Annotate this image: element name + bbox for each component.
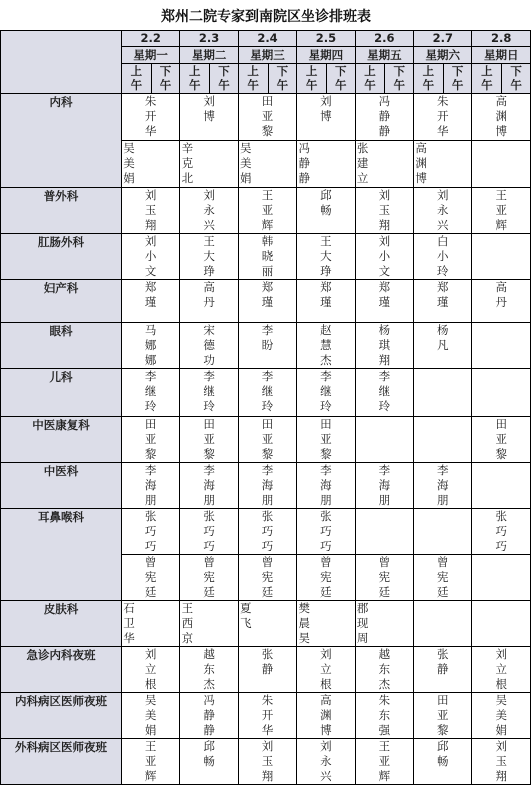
schedule-row-erbihou [1,509,531,555]
schedule-cell [355,280,413,323]
doctor-name: 刘立根 [144,647,157,691]
schedule-cell [238,417,296,463]
schedule-cell [121,509,179,555]
schedule-cell [297,417,355,463]
doctor-name: 越东杰 [203,647,215,691]
pm-label: 下午 [451,64,464,92]
schedule-cell [355,417,413,463]
schedule-cell [472,280,531,323]
doctor-name: 李继玲 [378,369,391,413]
doctor-name: 张建立 [356,141,369,185]
date-header: 2.6 [355,31,413,47]
schedule-cell [355,693,413,739]
pm-label: 下午 [218,64,230,92]
am-header [180,64,210,94]
pm-header [326,64,355,94]
schedule-cell [180,647,238,693]
doctor-name: 吴美娟 [123,141,135,185]
pm-header [151,64,180,94]
doctor-name: 刘永兴 [437,188,449,232]
schedule-cell [355,463,413,509]
schedule-cell [472,94,531,141]
schedule-cell [355,369,413,417]
schedule-cell [414,509,472,555]
schedule-cell [238,369,296,417]
date-header: 2.5 [297,31,355,47]
pm-label: 下午 [335,64,347,92]
doctor-name: 朱东强 [378,693,391,737]
date-header: 2.7 [414,31,472,47]
doctor-name: 李继玲 [203,369,215,413]
doctor-name: 刘永兴 [203,188,215,232]
am-header [472,64,502,94]
doctor-name: 张巧巧 [144,509,157,553]
schedule-cell [121,647,179,693]
doctor-name: 田亚黎 [437,693,449,737]
schedule-cell [414,739,472,785]
schedule-cell [297,369,355,417]
doctor-name: 邱畅 [320,188,332,217]
schedule-cell [472,141,531,188]
schedule-cell [121,94,179,141]
schedule-cell [297,555,355,601]
department-name: 内科病区医师夜班 [1,693,122,739]
schedule-cell [297,601,355,647]
schedule-cell [472,601,531,647]
schedule-cell [180,369,238,417]
schedule-cell [238,188,296,234]
department-name: 中医科 [1,463,122,509]
doctor-name: 石卫华 [123,601,135,645]
schedule-cell [472,463,531,509]
doctor-name: 李继玲 [144,369,157,413]
schedule-cell [180,417,238,463]
date-header: 2.2 [121,31,179,47]
schedule-row-erke [1,369,531,417]
doctor-name: 郑瑾 [320,280,332,309]
schedule-cell [121,739,179,785]
doctor-name: 郑瑾 [378,280,391,309]
schedule-cell [472,647,531,693]
schedule-cell [297,94,355,141]
doctor-name: 郑瑾 [437,280,449,309]
schedule-cell [355,323,413,369]
doctor-name: 李海朋 [320,463,332,507]
schedule-cell [472,509,531,555]
doctor-name: 刘玉翔 [378,188,391,232]
schedule-row-fuchan [1,280,531,323]
schedule-cell [121,417,179,463]
schedule-cell [121,323,179,369]
doctor-name: 吴美娟 [495,693,507,737]
doctor-name: 张巧巧 [320,509,332,553]
doctor-name: 刘玉翔 [495,739,507,783]
doctor-name: 辛克北 [181,141,194,185]
page-title: 郑州二院专家到南院区坐诊排班表 [161,9,371,25]
weekday-header: 星期四 [297,47,355,64]
am-label: 上午 [364,64,376,92]
am-header [121,64,151,94]
doctor-name: 张静 [261,647,274,676]
pm-label: 下午 [510,64,522,92]
doctor-name: 高渊博 [495,94,507,138]
doctor-name: 刘博 [203,94,215,123]
schedule-cell [472,693,531,739]
doctor-name: 朱开华 [437,94,449,138]
doctor-name: 高渊博 [320,693,332,737]
schedule-cell [414,234,472,280]
schedule-cell [238,647,296,693]
schedule-cell [355,94,413,141]
am-label: 上午 [481,64,493,92]
doctor-name: 赵慧杰 [320,323,332,367]
doctor-name: 刘永兴 [320,739,332,783]
weekday-header: 星期三 [238,47,296,64]
doctor-name: 白小玲 [437,234,449,278]
am-label: 上午 [422,64,435,92]
schedule-cell [472,369,531,417]
schedule-cell [472,323,531,369]
schedule-cell [414,647,472,693]
doctor-name: 张巧巧 [495,509,507,553]
pm-header [502,64,531,94]
schedule-cell [297,280,355,323]
doctor-name: 高渊博 [415,141,427,185]
schedule-cell [238,509,296,555]
department-name: 普外科 [1,188,122,234]
schedule-row-neike [1,94,531,141]
schedule-cell [355,234,413,280]
schedule-cell [180,739,238,785]
schedule-cell [121,188,179,234]
doctor-name: 李海朋 [378,463,391,507]
am-header [355,64,385,94]
doctor-name: 杨凡 [437,323,449,352]
doctor-name: 张巧巧 [203,509,215,553]
schedule-cell [414,601,472,647]
schedule-cell [238,693,296,739]
department-name: 中医康复科 [1,417,122,463]
doctor-name: 王大琤 [320,234,332,278]
corner-cell [1,31,122,94]
doctor-name: 邱畅 [437,739,449,768]
header-dates-row [1,31,531,47]
schedule-cell [297,323,355,369]
department-name: 急诊内科夜班 [1,647,122,693]
schedule-cell [180,509,238,555]
weekday-header: 星期日 [472,47,531,64]
doctor-name: 田亚黎 [261,94,274,138]
schedule-cell [180,94,238,141]
doctor-name: 刘立根 [320,647,332,691]
schedule-cell [121,280,179,323]
doctor-name: 樊晨昊 [298,601,310,645]
schedule-cell [238,323,296,369]
doctor-name: 夏飞 [240,601,252,630]
schedule-cell [414,141,472,188]
doctor-name: 曾宪廷 [378,555,391,599]
schedule-cell [238,94,296,141]
schedule-cell [414,555,472,601]
doctor-name: 越东杰 [378,647,391,691]
doctor-name: 王亚辉 [261,188,274,232]
doctor-name: 朱开华 [144,94,157,138]
doctor-name: 曾宪廷 [203,555,215,599]
schedule-cell [414,369,472,417]
doctor-name: 高丹 [203,280,215,309]
doctor-name: 高丹 [495,280,507,309]
doctor-name: 王亚辉 [144,739,157,783]
schedule-cell [414,693,472,739]
doctor-name: 刘玉翔 [261,739,274,783]
doctor-name: 朱开华 [261,693,274,737]
schedule-row-zhongyikangfu [1,417,531,463]
department-name: 眼科 [1,323,122,369]
doctor-name: 李继玲 [320,369,332,413]
weekday-header: 星期六 [414,47,472,64]
schedule-cell [297,647,355,693]
doctor-name: 冯静静 [203,693,215,737]
schedule-row-waikebingqu [1,739,531,785]
doctor-name: 冯静静 [378,94,391,138]
doctor-name: 杨琪翔 [378,323,391,367]
schedule-cell [238,280,296,323]
schedule-cell [297,693,355,739]
schedule-row-pifu [1,601,531,647]
pm-header [268,64,297,94]
am-label: 上午 [247,64,259,92]
schedule-cell [238,141,296,188]
schedule-cell [180,601,238,647]
pm-header [443,64,472,94]
am-label: 上午 [130,64,143,92]
schedule-cell [297,509,355,555]
schedule-cell [121,555,179,601]
date-header: 2.8 [472,31,531,47]
doctor-name: 田亚黎 [495,417,507,461]
schedule-row-yanke [1,323,531,369]
schedule-cell [472,188,531,234]
schedule-cell [355,739,413,785]
doctor-name: 田亚黎 [320,417,332,461]
pm-label: 下午 [393,64,405,92]
schedule-cell [121,463,179,509]
schedule-cell [180,323,238,369]
schedule-table [0,30,531,785]
doctor-name: 李海朋 [437,463,449,507]
schedule-cell [414,94,472,141]
schedule-cell [355,555,413,601]
department-name: 内科 [1,94,122,188]
doctor-name: 田亚黎 [144,417,157,461]
am-header [238,64,268,94]
department-name: 肛肠外科 [1,234,122,280]
am-header [414,64,444,94]
doctor-name: 郡现周 [356,601,369,645]
schedule-cell [238,234,296,280]
schedule-cell [180,280,238,323]
schedule-cell [121,601,179,647]
doctor-name: 宋德功 [203,323,215,367]
am-label: 上午 [305,64,318,92]
doctor-name: 王亚辉 [495,188,507,232]
schedule-cell [414,280,472,323]
schedule-cell [472,555,531,601]
doctor-name: 邱畅 [203,739,215,768]
weekday-header: 星期五 [355,47,413,64]
pm-label: 下午 [276,64,289,92]
doctor-name: 李海朋 [203,463,215,507]
doctor-name: 冯静静 [298,141,310,185]
schedule-cell [297,463,355,509]
schedule-cell [355,647,413,693]
schedule-cell [297,141,355,188]
date-header: 2.3 [180,31,238,47]
schedule-cell [121,693,179,739]
doctor-name: 田亚黎 [261,417,274,461]
doctor-name: 曾宪廷 [261,555,274,599]
schedule-cell [238,601,296,647]
schedule-cell [180,188,238,234]
doctor-name: 张静 [437,647,449,676]
schedule-cell [414,323,472,369]
doctor-name: 张巧巧 [261,509,274,553]
schedule-cell [414,417,472,463]
pm-header [210,64,239,94]
schedule-cell [121,369,179,417]
doctor-name: 刘小文 [144,234,157,278]
pm-label: 下午 [159,64,172,92]
schedule-cell [238,739,296,785]
schedule-row-gangchang [1,234,531,280]
schedule-cell [472,739,531,785]
schedule-cell [297,234,355,280]
schedule-cell [180,463,238,509]
schedule-cell [180,234,238,280]
department-name: 皮肤科 [1,601,122,647]
schedule-cell [121,141,179,188]
doctor-name: 李盼 [261,323,274,352]
schedule-row-puwaike [1,188,531,234]
doctor-name: 王大琤 [203,234,215,278]
schedule-cell [238,555,296,601]
am-header [297,64,327,94]
doctor-name: 曾宪廷 [437,555,449,599]
doctor-name: 马娜娜 [144,323,157,367]
date-header: 2.4 [238,31,296,47]
weekday-header: 星期二 [180,47,238,64]
pm-header [385,64,414,94]
doctor-name: 王西京 [181,601,194,645]
doctor-name: 刘玉翔 [144,188,157,232]
doctor-name: 郑瑾 [261,280,274,309]
schedule-cell [121,234,179,280]
schedule-cell [355,601,413,647]
doctor-name: 田亚黎 [203,417,215,461]
doctor-name: 吴美娟 [240,141,252,185]
department-name: 外科病区医师夜班 [1,739,122,785]
doctor-name: 李海朋 [261,463,274,507]
am-label: 上午 [188,64,201,92]
doctor-name: 王亚辉 [378,739,391,783]
department-name: 耳鼻喉科 [1,509,122,601]
doctor-name: 韩晓丽 [261,234,274,278]
doctor-name: 刘立根 [495,647,507,691]
doctor-name: 刘博 [320,94,332,123]
schedule-cell [297,188,355,234]
schedule-cell [180,555,238,601]
schedule-cell [355,141,413,188]
schedule-cell [355,509,413,555]
doctor-name: 刘小文 [378,234,391,278]
schedule-row-jizhen [1,647,531,693]
schedule-cell [414,463,472,509]
schedule-cell [297,739,355,785]
schedule-cell [180,693,238,739]
schedule-cell [180,141,238,188]
doctor-name: 曾宪廷 [144,555,157,599]
schedule-cell [472,417,531,463]
schedule-cell [238,463,296,509]
schedule-row-neikebingqu [1,693,531,739]
doctor-name: 李继玲 [261,369,274,413]
department-name: 儿科 [1,369,122,417]
weekday-header: 星期一 [121,47,179,64]
department-name: 妇产科 [1,280,122,323]
doctor-name: 李海朋 [144,463,157,507]
doctor-name: 曾宪廷 [320,555,332,599]
doctor-name: 吴美娟 [144,693,157,737]
schedule-cell [414,188,472,234]
doctor-name: 郑瑾 [144,280,157,309]
schedule-cell [355,188,413,234]
schedule-row-zhongyi [1,463,531,509]
schedule-cell [472,234,531,280]
